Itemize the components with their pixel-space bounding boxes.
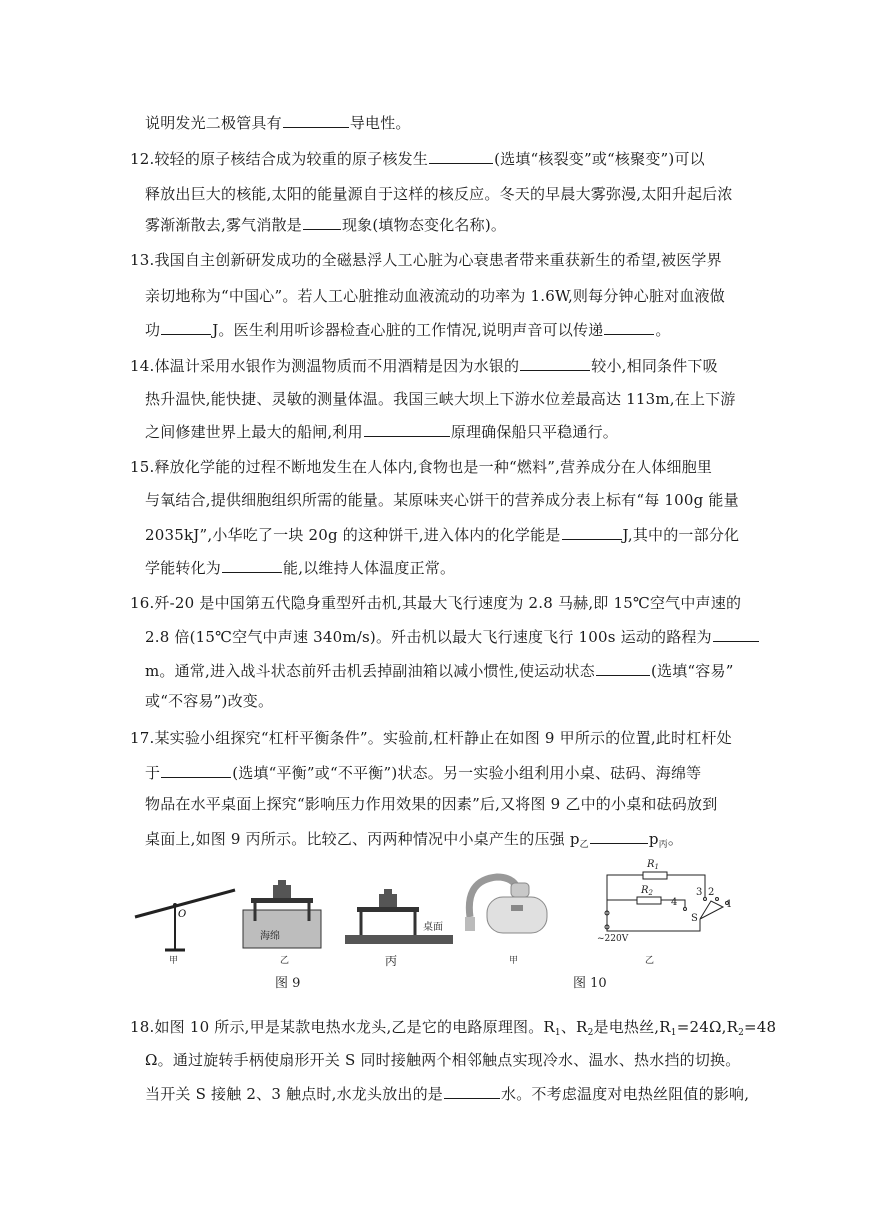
question-18	[130, 1016, 776, 1044]
fig10-yi: 乙	[645, 956, 655, 966]
lever-diagram	[135, 890, 235, 950]
text: 雾渐渐散去,雾气消散是	[145, 216, 302, 234]
answer-blank[interactable]	[161, 318, 211, 335]
fan-switch	[700, 901, 723, 919]
contact-2-label: 2	[708, 887, 715, 898]
text-line	[145, 388, 736, 410]
text-line	[145, 318, 671, 341]
text: 于	[145, 764, 161, 782]
question-16	[130, 592, 741, 614]
text: 原理确保船只平稳通行。	[450, 423, 618, 441]
wire	[607, 919, 700, 931]
subscript: 乙	[579, 840, 589, 850]
text: m。通常,进入战斗状态前歼击机丢掉副油箱以减小惯性,使运动状态	[145, 662, 595, 680]
text-line	[145, 827, 683, 856]
contact-4-label: 4	[671, 897, 678, 908]
voltage-label: ~220V	[597, 934, 629, 944]
figure-captions	[275, 976, 607, 991]
text: 13.我国自主创新研发成功的全磁悬浮人工心脏为心衰患者带来重获新生的希望,被医学界	[130, 251, 722, 269]
fig9-jia: 甲	[169, 956, 179, 966]
text-line	[145, 420, 618, 443]
text: 功	[145, 321, 161, 339]
text-line	[145, 285, 725, 307]
sub-figure-labels	[169, 954, 654, 968]
text-line	[145, 213, 506, 236]
text: 14.体温计采用水银作为测温物质而不用酒精是因为水银的	[130, 357, 520, 375]
answer-blank[interactable]	[444, 1082, 500, 1099]
text-line	[145, 111, 411, 134]
faucet-tip	[465, 917, 475, 931]
text: 17.某实验小组探究“杠杆平衡条件”。实验前,杠杆静止在如图 9 甲所示的位置,此时杠杆处	[130, 729, 732, 747]
text: 是电热丝,R	[593, 1018, 671, 1036]
text-line	[145, 625, 760, 648]
figures-9-10	[125, 855, 745, 995]
circuit-diagram	[605, 872, 729, 931]
text-line	[145, 1082, 749, 1105]
fig9-bing: 丙	[385, 954, 398, 968]
text: 学能转化为	[145, 559, 222, 577]
contact	[684, 908, 687, 911]
text: 当开关 S 接触 2、3 触点时,水龙头放出的是	[145, 1085, 444, 1103]
question-15	[130, 456, 712, 478]
text: =24Ω,R	[676, 1018, 739, 1036]
subscript: 1	[670, 1028, 677, 1038]
weight-block	[273, 885, 291, 898]
text-line	[145, 1049, 740, 1071]
text: 亲切地称为“中国心”。若人工心脏推动血液流动的功率为 1.6W,则每分钟心脏对血液做	[145, 287, 725, 305]
text: 与氧结合,提供细胞组织所需的能量。某原味夹心饼干的营养成分表上标有“每 100g 能量	[145, 491, 739, 509]
pivot-point	[173, 903, 177, 907]
text: 水。不考虑温度对电热丝阻值的影响,	[501, 1085, 750, 1103]
text: 、R	[560, 1018, 588, 1036]
answer-blank[interactable]	[562, 523, 622, 540]
text: 18.如图 10 所示,甲是某款电热水龙头,乙是它的电路原理图。R	[130, 1018, 555, 1036]
contact-3-label: 3	[696, 887, 703, 898]
faucet-badge	[511, 905, 523, 911]
text: (选填“核裂变”或“核聚变”)可以	[494, 150, 705, 168]
contact-1-label: 1	[726, 899, 733, 910]
desk-surface	[345, 935, 453, 944]
sponge-table-diagram	[243, 880, 321, 948]
text: 2.8 倍(15℃空气中声速 340m/s)。歼击机以最大飞行速度飞行 100s 运动的路程为	[145, 628, 712, 646]
text: 说明发光二极管具有	[145, 114, 282, 132]
wire	[607, 875, 643, 913]
switch-label: S	[691, 913, 698, 924]
weight-knob	[384, 889, 392, 894]
text: 桌面上,如图 9 丙所示。比较乙、丙两种情况中小桌产生的压强 p	[145, 830, 580, 848]
text: 现象(填物态变化名称)。	[341, 216, 507, 234]
answer-blank[interactable]	[161, 761, 231, 778]
text: =48	[744, 1018, 777, 1036]
subscript: 丙	[658, 840, 668, 850]
text: 12.较轻的原子核结合成为较重的原子核发生	[130, 150, 429, 168]
text-line	[145, 659, 734, 682]
table-on-desk-diagram	[345, 889, 453, 944]
faucet-handle	[511, 883, 529, 897]
answer-blank[interactable]	[283, 111, 349, 128]
text: 16.歼-20 是中国第五代隐身重型歼击机,其最大飞行速度为 2.8 马赫,即 15℃空气中声速的	[130, 594, 742, 612]
r2-label: $R_2$	[641, 885, 653, 897]
faucet-diagram	[465, 877, 547, 933]
text: 2035kJ”,小华吃了一块 20g 的这种饼干,进入体内的化学能是	[145, 526, 561, 544]
text: 物品在水平桌面上探究“影响压力作用效果的因素”后,又将图 9 乙中的小桌和砝码放到	[145, 795, 718, 813]
question-17	[130, 727, 732, 749]
text: 。	[655, 321, 671, 339]
text: J,其中的一部分化	[622, 526, 740, 544]
answer-blank[interactable]	[590, 827, 648, 844]
weight-knob	[278, 880, 286, 885]
contact	[716, 898, 719, 901]
answer-blank[interactable]	[222, 556, 282, 573]
table-top	[251, 898, 313, 903]
resistor-r2	[637, 897, 661, 904]
text: 热升温快,能快捷、灵敏的测量体温。我国三峡大坝上下游水位差最高达 113m,在上下游	[145, 390, 736, 408]
question-12	[130, 147, 705, 170]
answer-blank[interactable]	[429, 147, 493, 164]
desk-label: 桌面	[423, 922, 443, 933]
text: 或“不容易”)改变。	[145, 692, 274, 710]
text-line	[145, 761, 701, 784]
sponge-label: 海绵	[260, 931, 280, 942]
r1-label: $R_1$	[647, 859, 659, 871]
text: 能,以维持人体温度正常。	[283, 559, 456, 577]
caption-fig9: 图 9	[275, 976, 301, 991]
answer-blank[interactable]	[604, 318, 654, 335]
text: (选填“容易”	[650, 662, 734, 680]
text: Ω。通过旋转手柄使扇形开关 S 同时接触两个相邻触点实现冷水、温水、热水挡的切换。	[145, 1051, 741, 1069]
text: J。医生利用听诊器检查心脏的工作情况,说明声音可以传递	[212, 321, 604, 339]
fig10-jia: 甲	[509, 956, 519, 966]
answer-blank[interactable]	[596, 659, 650, 676]
text-line	[145, 793, 717, 815]
faucet-body	[487, 897, 547, 933]
text: 之间修建世界上最大的船闸,利用	[145, 423, 363, 441]
fig9-yi: 乙	[280, 956, 290, 966]
text-line	[145, 489, 739, 511]
text: (选填“平衡”或“不平衡”)状态。另一实验小组利用小桌、砝码、海绵等	[232, 764, 702, 782]
text: 导电性。	[349, 114, 411, 132]
answer-blank[interactable]	[520, 354, 590, 371]
contact	[704, 898, 707, 901]
text: 15.释放化学能的过程不断地发生在人体内,食物也是一种“燃料”,营养成分在人体细胞里	[130, 458, 713, 476]
answer-blank[interactable]	[713, 625, 759, 642]
table-top	[357, 907, 419, 912]
subscript: 2	[587, 1028, 594, 1038]
weight-block	[379, 894, 397, 907]
question-13	[130, 249, 722, 271]
answer-blank[interactable]	[364, 420, 450, 437]
resistor-r1	[643, 872, 667, 879]
text-line	[145, 523, 739, 546]
text-line	[145, 183, 733, 205]
subscript: 1	[554, 1028, 561, 1038]
caption-fig10: 图 10	[573, 976, 607, 991]
text: 较小,相同条件下吸	[591, 357, 718, 375]
text: 。	[667, 830, 684, 848]
text: p	[648, 830, 659, 848]
text-line	[145, 690, 273, 712]
text: 释放出巨大的核能,太阳的能量源自于这样的核反应。冬天的早晨大雾弥漫,太阳升起后浓	[145, 185, 733, 203]
question-14	[130, 354, 718, 377]
pivot-label: O	[178, 909, 187, 920]
answer-blank[interactable]	[303, 213, 341, 230]
text-line	[145, 556, 455, 579]
subscript: 2	[738, 1028, 744, 1038]
